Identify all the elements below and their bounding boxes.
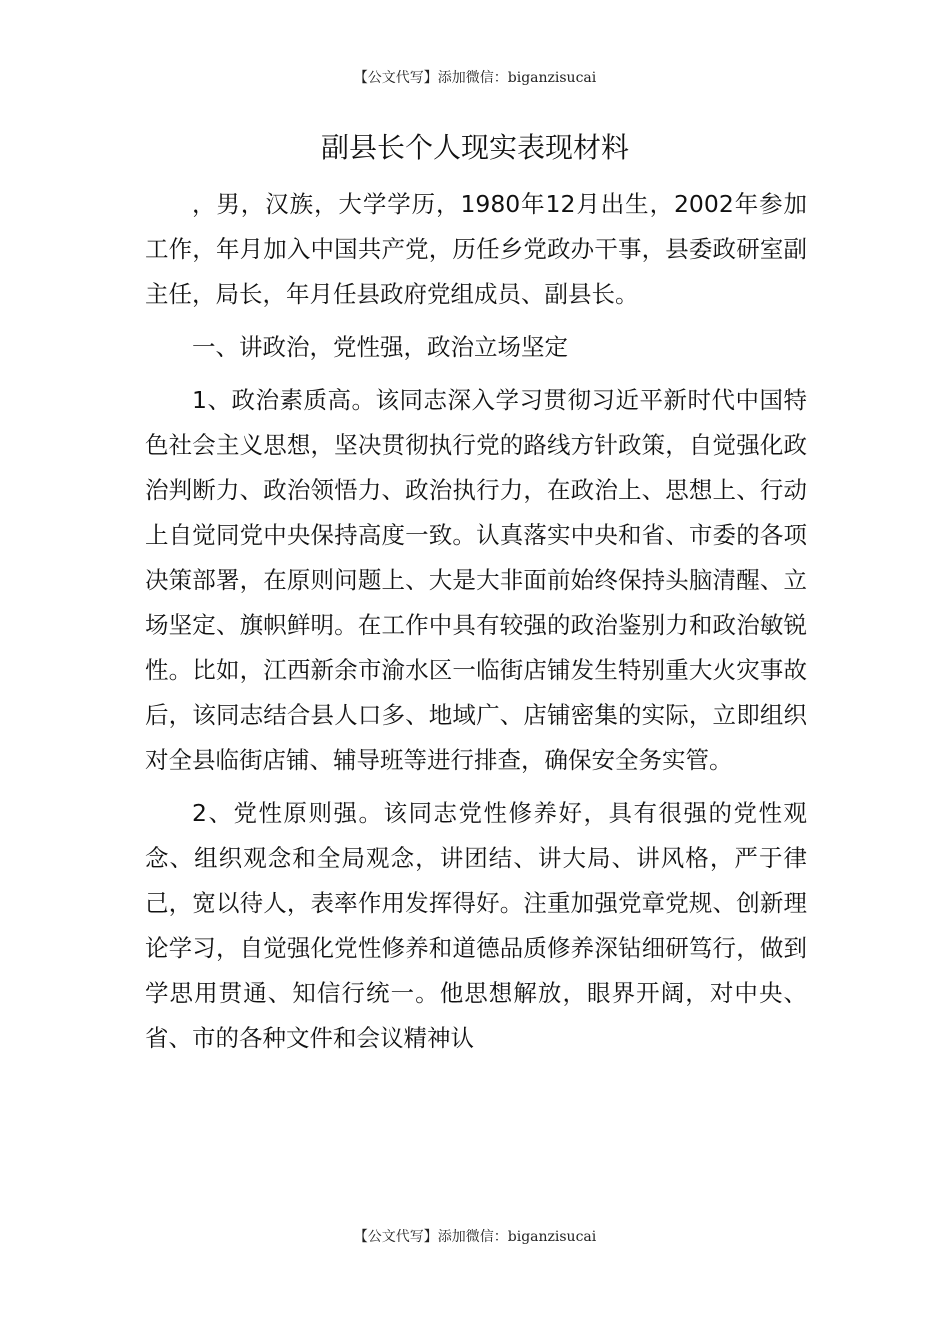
document-body: [145, 182, 807, 1069]
page-header: 【公文代写】添加微信：biganzisucai: [353, 70, 597, 86]
document-title: 副县长个人现实表现材料: [320, 131, 629, 164]
paragraph-party-principle: 2、党性原则强。该同志党性修养好，具有很强的党性观念、组织观念和全局观念，讲团结、讲大局、讲风格，严于律己，宽以待人，表率作用发挥得好。注重加强党章党规、创新理论学习，自觉强化党性修养和道德品质修养深钻细研笃行，做到学思用贯通、知信行统一。他思想解放，眼界开阔，对中央、省、市的各种文件和会议精神认: [145, 799, 807, 1052]
page-footer: 【公文代写】添加微信：biganzisucai: [353, 1229, 597, 1245]
section-heading-1: 一、讲政治，党性强，政治立场坚定: [192, 333, 568, 361]
paragraph-political-quality: 1、政治素质高。该同志深入学习贯彻习近平新时代中国特色社会主义思想，坚决贯彻执行党的路线方针政策，自觉强化政治判断力、政治领悟力、政治执行力，在政治上、思想上、行动上自觉同党中央保持高度一致。认真落实中央和省、市委的各项决策部署，在原则问题上、大是大非面前始终保持头脑清醒、立场坚定、旗帜鲜明。在工作中具有较强的政治鉴别力和政治敏锐性。比如，江西新余市渝水区一临街店铺发生特别重大火灾事故后，该同志结合县人口多、地域广、店铺密集的实际，立即组织对全县临街店铺、辅导班等进行排查，确保安全务实管。: [145, 386, 807, 774]
paragraph-intro: ，男，汉族，大学学历，1980年12月出生，2002年参加工作，年月加入中国共产党，历任乡党政办干事，县委政研室副主任，局长，年月任县政府党组成员、副县长。: [145, 190, 807, 308]
